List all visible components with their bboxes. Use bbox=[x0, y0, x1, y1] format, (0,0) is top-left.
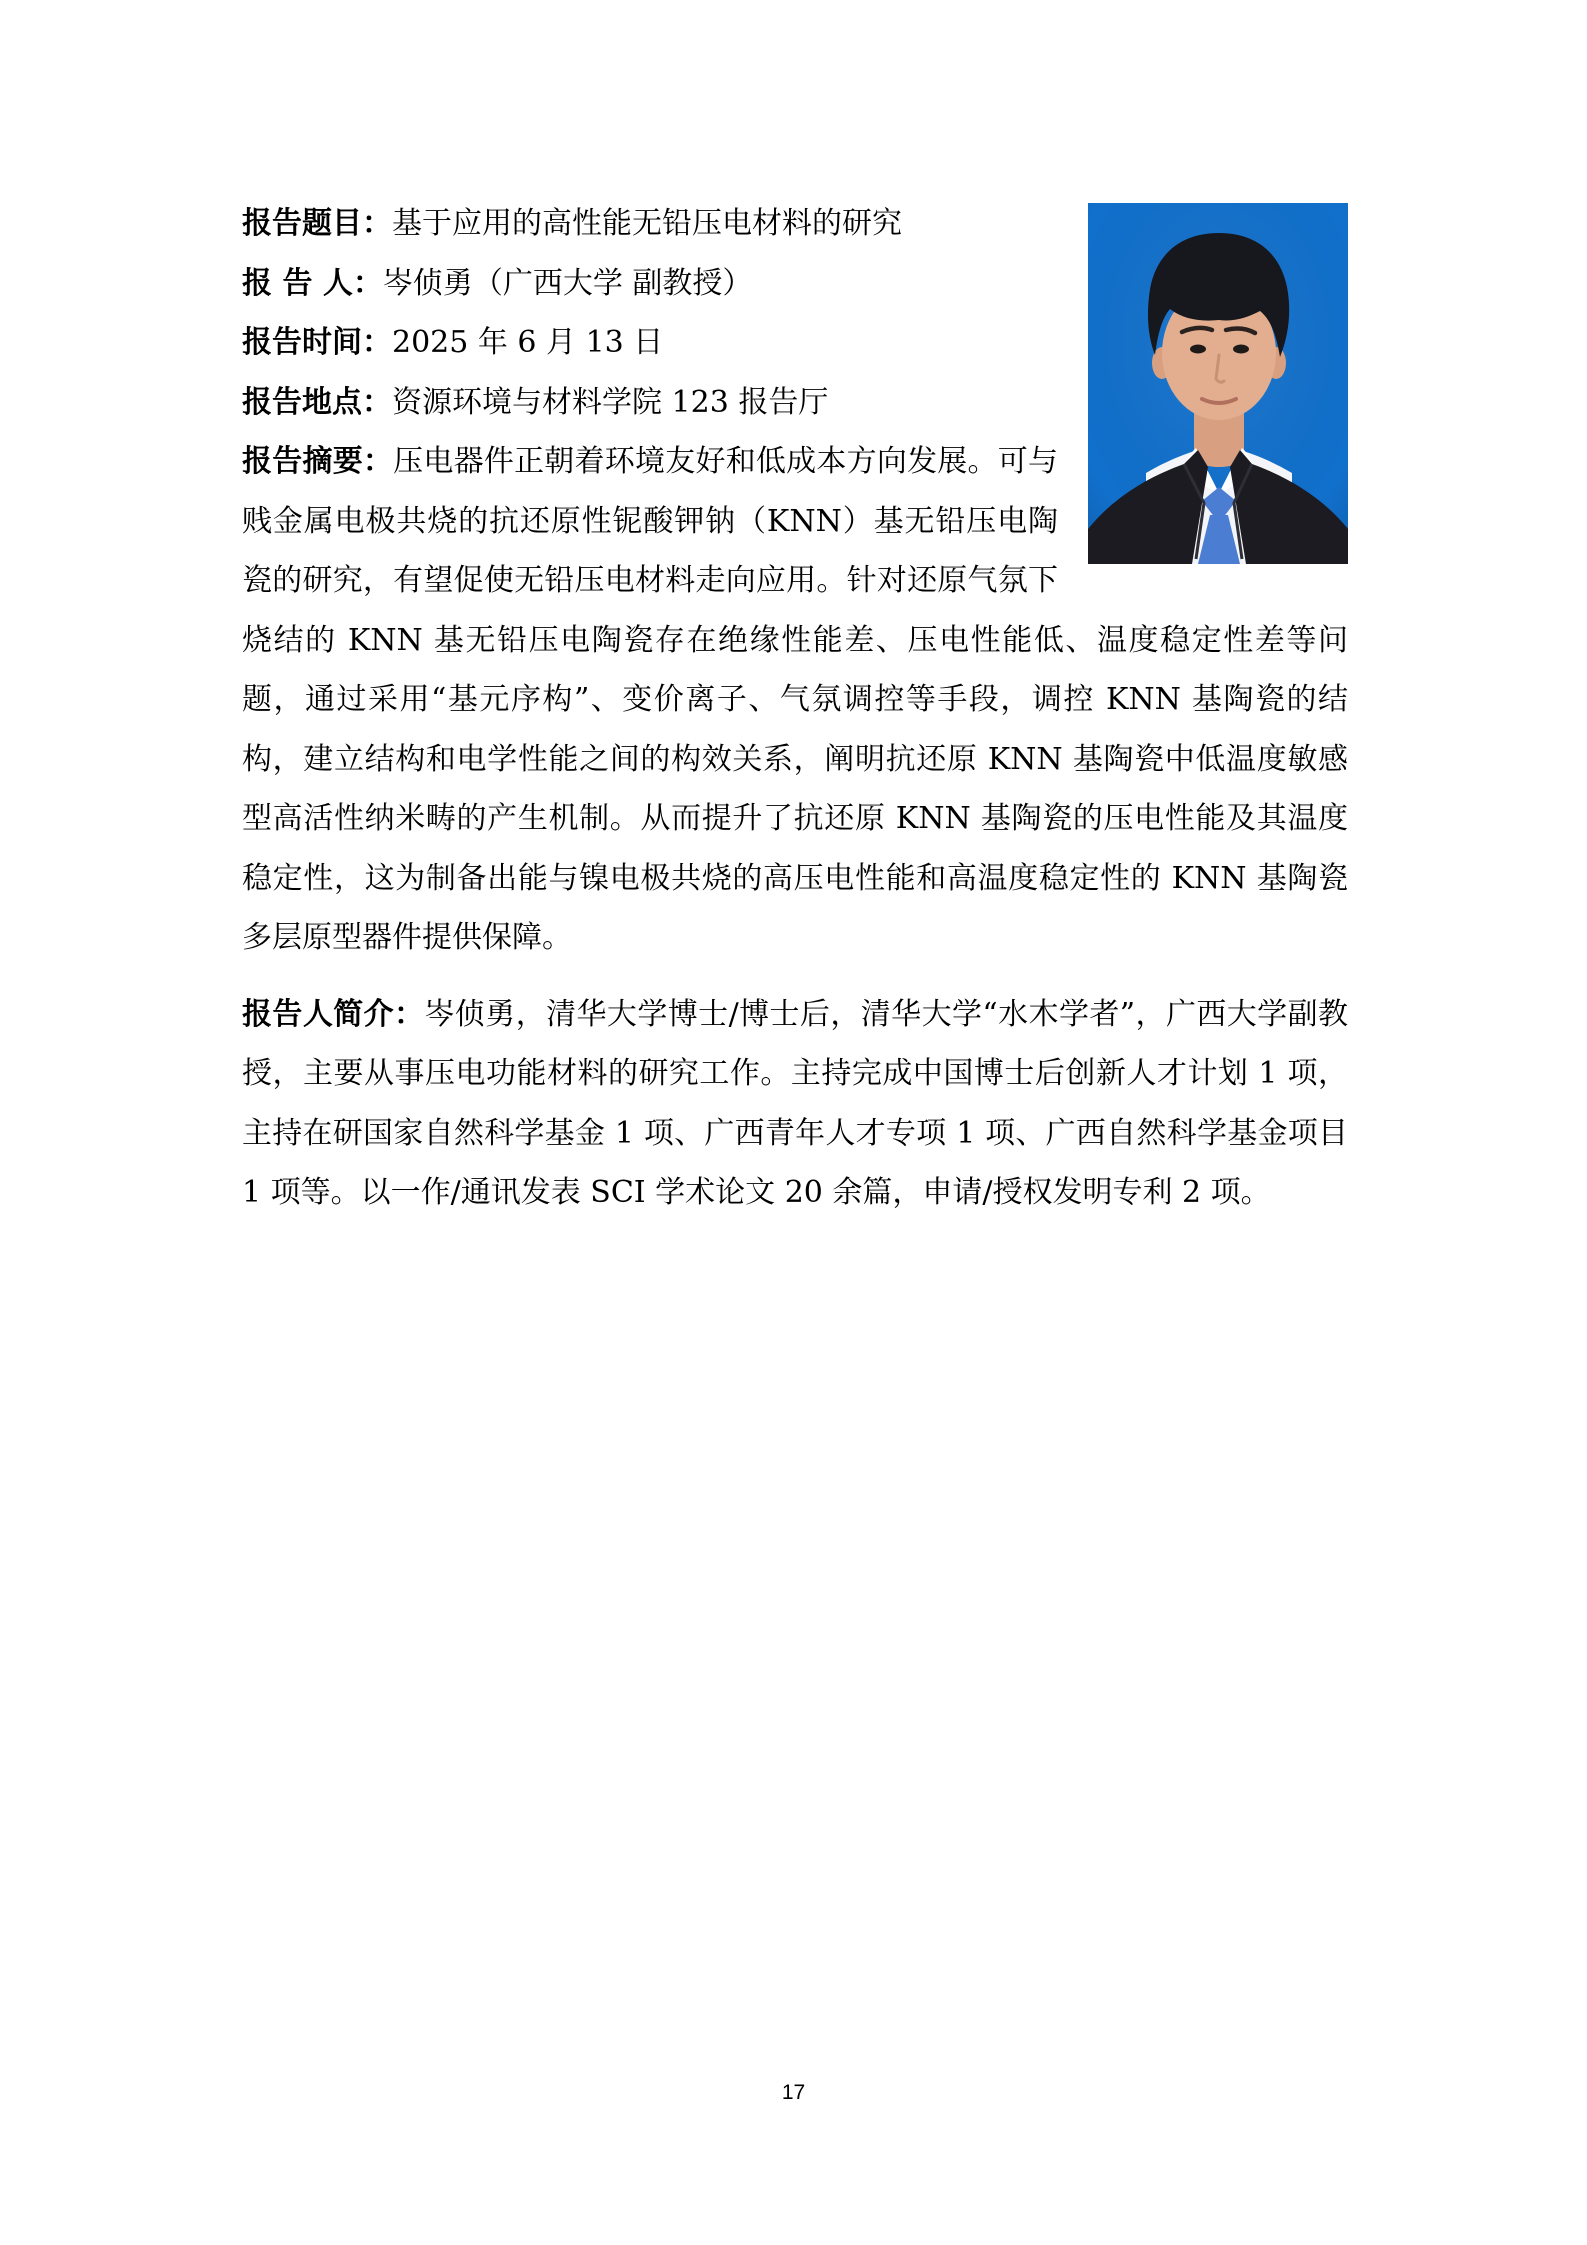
report-time-label: 报告时间： bbox=[242, 325, 392, 360]
bio-label: 报告人简介： bbox=[242, 996, 425, 1032]
portrait-eye-right bbox=[1233, 345, 1249, 354]
speaker-portrait-photo bbox=[1088, 203, 1348, 564]
report-title-value: 基于应用的高性能无铅压电材料的研究 bbox=[392, 206, 902, 241]
page-number: 17 bbox=[781, 2081, 806, 2104]
report-title-label: 报告题目： bbox=[242, 206, 392, 241]
report-time-value: 2025 年 6 月 13 日 bbox=[392, 325, 664, 360]
speaker-label: 报 告 人： bbox=[242, 265, 383, 301]
bio-paragraph bbox=[242, 985, 1348, 1223]
portrait-illustration bbox=[1088, 203, 1348, 564]
abstract-label: 报告摘要： bbox=[242, 444, 394, 479]
speaker-value: 岑侦勇（广西大学 副教授） bbox=[382, 265, 753, 301]
bio-text: 岑侦勇，清华大学博士/博士后，清华大学“水木学者”，广西大学副教授，主要从事压电功能材料的研究工作。主持完成中国博士后创新人才计划 1 项，主持在研国家自然科学基金 1 项、广西青年人才专项 1 项、广西自然科学基金项目 1 项等。以一作/通讯发表 SCI 学术论文 20 余篇，申请/授权发明专利 2 项。 bbox=[242, 996, 1348, 1210]
document-body bbox=[242, 194, 1348, 1223]
report-location-value: 资源环境与材料学院 123 报告厅 bbox=[392, 384, 829, 420]
abstract-text: 压电器件正朝着环境友好和低成本方向发展。可与贱金属电极共烧的抗还原性铌酸钾钠（KNN）基无铅压电陶瓷的研究，有望促使无铅压电材料走向应用。针对还原气氛下烧结的 KNN 基无铅压电陶瓷存在绝缘性能差、压电性能低、温度稳定性差等问题，通过采用“基元序构”、变价离子、气氛调控等手段，调控 KNN 基陶瓷的结构，建立结构和电学性能之间的构效关系，阐明抗还原 KNN 基陶瓷中低温度敏感型高活性纳米畴的产生机制。从而提升了抗还原 KNN 基陶瓷的压电性能及其温度稳定性，这为制备出能与镍电极共烧的高压电性能和高温度稳定性的 KNN 基陶瓷多层原型器件提供保障。 bbox=[242, 444, 1348, 955]
report-location-label: 报告地点： bbox=[242, 384, 392, 420]
portrait-eye-left bbox=[1190, 345, 1206, 354]
